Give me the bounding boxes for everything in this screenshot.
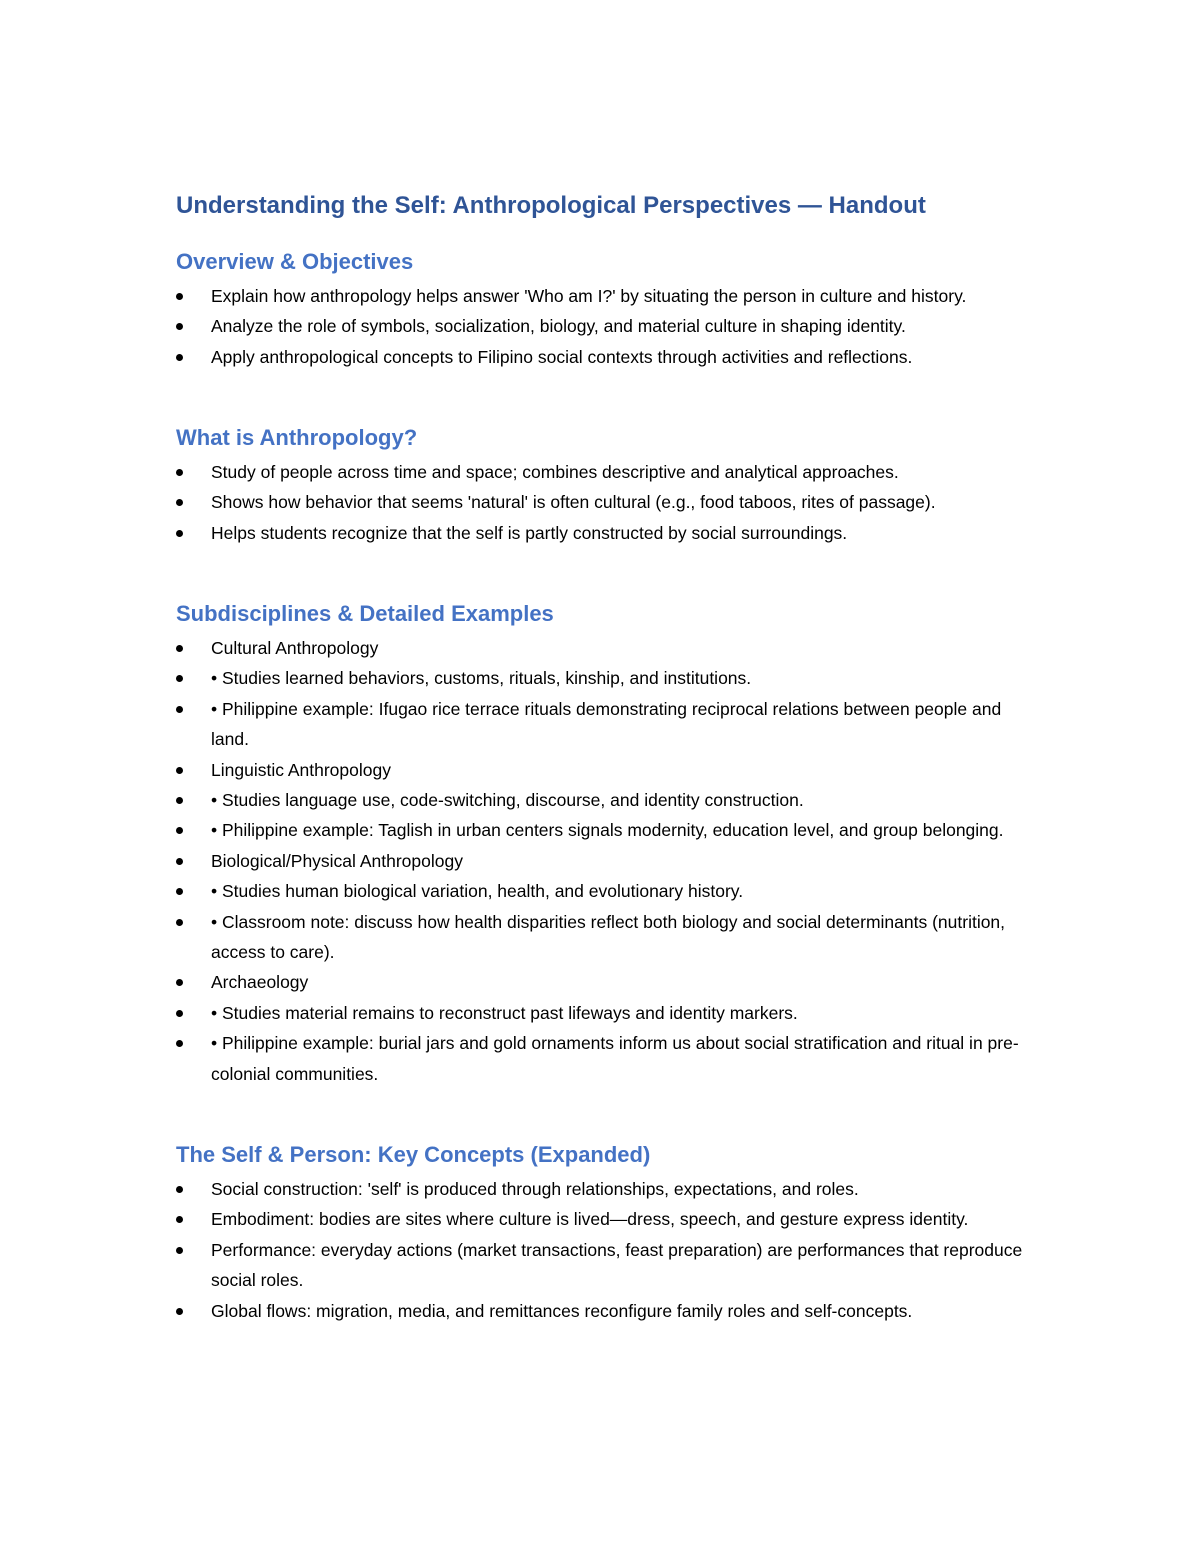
list-item xyxy=(176,1204,1036,1234)
list-item-text: Linguistic Anthropology xyxy=(211,759,391,780)
list-item xyxy=(176,487,1036,517)
list-item-text: Global flows: migration, media, and remittances reconfigure family roles and self-concepts. xyxy=(211,1300,913,1321)
list-item-text: • Studies human biological variation, health, and evolutionary history. xyxy=(211,881,744,902)
list-item xyxy=(176,694,1036,755)
section-heading: The Self & Person: Key Concepts (Expanded) xyxy=(176,1142,651,1167)
list-item-text: • Studies learned behaviors, customs, rituals, kinship, and institutions. xyxy=(211,668,752,689)
bullet-icon xyxy=(176,797,183,804)
list-item-text: Analyze the role of symbols, socialization, biology, and material culture in shaping identity. xyxy=(211,316,906,337)
section-overview-objectives xyxy=(176,247,1036,372)
bullet-icon xyxy=(176,827,183,834)
list-item xyxy=(176,518,1036,548)
list-item-text: • Studies language use, code-switching, discourse, and identity construction. xyxy=(211,790,804,811)
document-title: Understanding the Self: Anthropological Perspectives — Handout xyxy=(176,192,926,219)
section-heading: Overview & Objectives xyxy=(176,249,414,274)
bullet-icon xyxy=(176,530,183,537)
bullet-icon xyxy=(176,354,183,361)
list-item xyxy=(176,1028,1036,1089)
list-item xyxy=(176,967,1036,997)
list-item-text: • Philippine example: Taglish in urban centers signals modernity, education level, and group belonging. xyxy=(211,820,1004,841)
list-item xyxy=(176,1296,1036,1326)
list-item xyxy=(176,663,1036,693)
list-item-text: Biological/Physical Anthropology xyxy=(211,850,463,871)
list-item-text: Performance: everyday actions (market transactions, feast preparation) are performances that reproduce social roles. xyxy=(211,1239,1023,1291)
bullet-list xyxy=(176,457,1036,548)
list-item xyxy=(176,342,1036,372)
list-item-text: Explain how anthropology helps answer 'Who am I?' by situating the person in culture and history. xyxy=(211,286,967,306)
list-item-text: Helps students recognize that the self is partly constructed by social surroundings. xyxy=(211,522,848,543)
section-what-is-anthropology xyxy=(176,423,1036,548)
list-item xyxy=(176,311,1036,341)
section-heading: What is Anthropology? xyxy=(176,425,418,450)
bullet-icon xyxy=(176,1308,183,1315)
bullet-icon xyxy=(176,499,183,506)
bullet-icon xyxy=(176,979,183,986)
list-item xyxy=(176,755,1036,785)
list-item xyxy=(176,998,1036,1028)
bullet-icon xyxy=(176,293,183,300)
list-item-text: Apply anthropological concepts to Filipino social contexts through activities and reflections. xyxy=(211,346,913,367)
bullet-icon xyxy=(176,1216,183,1223)
bullet-icon xyxy=(176,323,183,330)
list-item-text: • Studies material remains to reconstruct past lifeways and identity markers. xyxy=(211,1002,798,1023)
list-item xyxy=(176,907,1036,968)
list-item-text: • Philippine example: Ifugao rice terrace rituals demonstrating reciprocal relations between people and land. xyxy=(211,698,1002,750)
bullet-icon xyxy=(176,767,183,774)
bullet-icon xyxy=(176,1186,183,1193)
bullet-icon xyxy=(176,919,183,926)
list-item xyxy=(176,633,1036,663)
bullet-icon xyxy=(176,675,183,682)
bullet-icon xyxy=(176,706,183,713)
list-item-text: Social construction: 'self' is produced through relationships, expectations, and roles. xyxy=(211,1179,859,1199)
bullet-list xyxy=(176,281,1036,372)
list-item xyxy=(176,1174,1036,1204)
list-item xyxy=(176,846,1036,876)
list-item xyxy=(176,876,1036,906)
list-item xyxy=(176,815,1036,845)
bullet-icon xyxy=(176,1040,183,1047)
list-item-text: Embodiment: bodies are sites where culture is lived—dress, speech, and gesture express identity. xyxy=(211,1209,969,1230)
list-item xyxy=(176,1235,1036,1296)
section-subdisciplines xyxy=(176,599,1036,1089)
list-item-text: Shows how behavior that seems 'natural' is often cultural (e.g., food taboos, rites of passage). xyxy=(211,492,936,513)
bullet-icon xyxy=(176,1010,183,1017)
list-item-text: • Philippine example: burial jars and gold ornaments inform us about social stratification and ritual in pre-colonial communities. xyxy=(211,1033,1019,1084)
list-item-text: Cultural Anthropology xyxy=(211,638,379,658)
list-item-text: Study of people across time and space; combines descriptive and analytical approaches. xyxy=(211,462,899,482)
section-heading: Subdisciplines & Detailed Examples xyxy=(176,601,554,626)
bullet-icon xyxy=(176,858,183,865)
bullet-icon xyxy=(176,1247,183,1254)
bullet-icon xyxy=(176,888,183,895)
section-self-person-concepts xyxy=(176,1140,1036,1326)
list-item xyxy=(176,281,1036,311)
list-item xyxy=(176,457,1036,487)
bullet-icon xyxy=(176,645,183,652)
bullet-icon xyxy=(176,469,183,476)
bullet-list xyxy=(176,1174,1036,1326)
list-item-text: • Classroom note: discuss how health disparities reflect both biology and social determinants (nutrition, access to care). xyxy=(211,911,1006,963)
bullet-list xyxy=(176,633,1036,1089)
list-item xyxy=(176,785,1036,815)
list-item-text: Archaeology xyxy=(211,972,309,993)
